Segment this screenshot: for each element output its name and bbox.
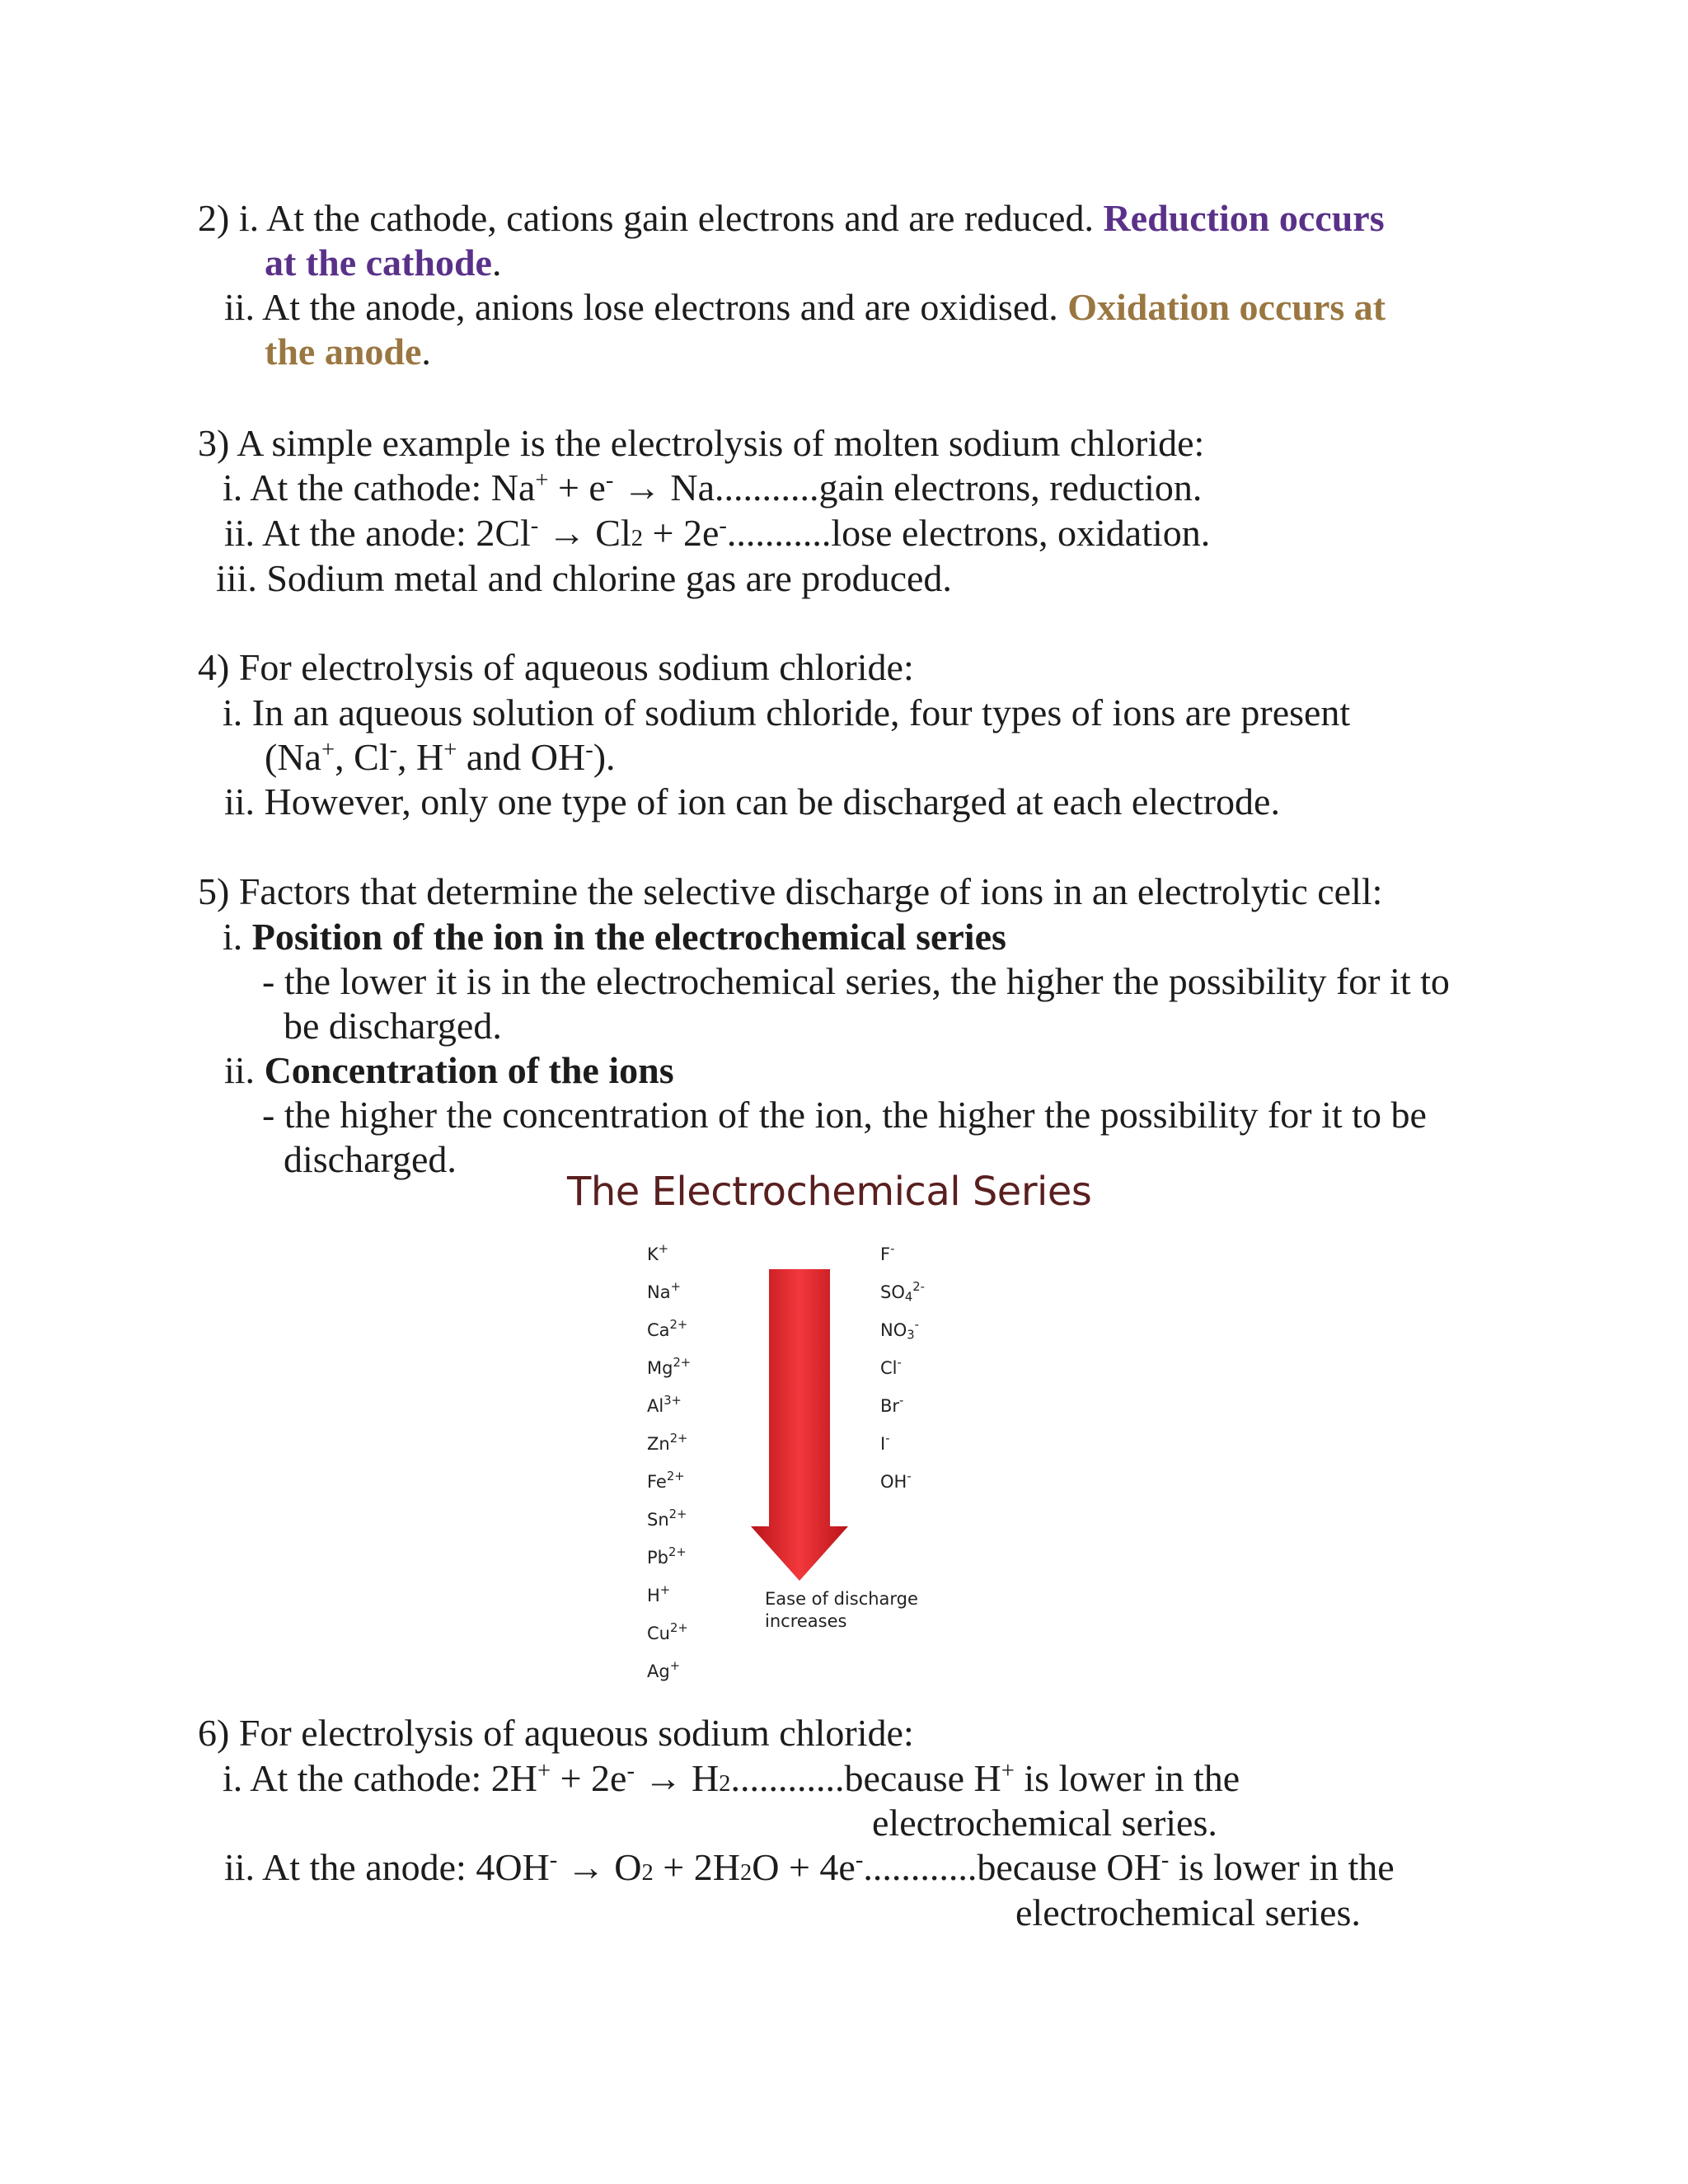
s3-intro: 3) A simple example is the electrolysis of molten sodium chloride: [198, 422, 1205, 464]
s2-item-i-line1: 2) i. At the cathode, cations gain electrons and are reduced. Reduction occurs [198, 197, 1385, 239]
ion-na: Na+ [647, 1280, 681, 1302]
ion-sn: $Sn^{2+}$ [647, 1507, 687, 1530]
ion-k: K+ [647, 1242, 669, 1264]
ion-oh: OH- [880, 1469, 912, 1492]
ion-mg: $Mg^{2+}$ [647, 1356, 692, 1378]
s3-item-ii: ii. At the anode: 2Cl- → Cl2 + 2e-...........lose electrons, oxidation. [224, 512, 1211, 554]
s3-item-iii: iii. Sodium metal and chlorine gas are produced. [216, 557, 952, 599]
s2-item-i-line2: at the cathode. [265, 241, 502, 284]
s6-item-ii: ii. At the anode: 4OH- → O2 + 2H2O + 4e-............because OH- is lower in the [224, 1846, 1395, 1888]
ion-zn: $Zn^{2+}$ [647, 1432, 688, 1454]
s5-item-ii-desc1: - the higher the concentration of the ion, the higher the possibility for it to be [262, 1094, 1427, 1136]
ion-al: $Al^{3+}$ [647, 1394, 682, 1416]
ion-f: F- [880, 1242, 895, 1264]
arrow-caption [765, 1588, 918, 1633]
s5-intro: 5) Factors that determine the selective discharge of ions in an electrolytic cell: [198, 870, 1383, 912]
s6-item-ii-cont: electrochemical series. [1015, 1891, 1361, 1933]
s5-item-i-desc2: be discharged. [284, 1005, 502, 1047]
ion-br: Br- [880, 1394, 904, 1416]
oxidation-highlight: Oxidation occurs at [1067, 286, 1386, 328]
s6-item-i: i. At the cathode: 2H+ + 2e- → H2............because H+ is lower in the [223, 1757, 1240, 1799]
ion-ca: $Ca^{2+}$ [647, 1318, 688, 1340]
s4-item-i-line2: (Na+, Cl-, H+ and OH-). [265, 736, 616, 778]
s6-intro: 6) For electrolysis of aqueous sodium chloride: [198, 1712, 914, 1754]
s4-intro: 4) For electrolysis of aqueous sodium chloride: [198, 646, 914, 688]
ion-cl: Cl- [880, 1356, 902, 1378]
arrow-caption-line1: Ease of discharge [765, 1589, 918, 1609]
s2-item-ii-line2: the anode. [265, 330, 431, 373]
s4-item-i-line1: i. In an aqueous solution of sodium chloride, four types of ions are present [223, 691, 1351, 733]
ion-so: $SO_4^{2-}$ [880, 1280, 925, 1305]
s2-item-ii-line1: ii. At the anode, anions lose electrons and are oxidised. Oxidation occurs at [224, 286, 1386, 328]
s5-item-ii-desc2: discharged. [284, 1138, 457, 1180]
figure-title: The Electrochemical Series [567, 1169, 1092, 1215]
ion-cu: $Cu^{2+}$ [647, 1621, 688, 1643]
down-arrow-icon [751, 1269, 848, 1581]
arrow-caption-line2: increases [765, 1611, 847, 1631]
s3-item-i: i. At the cathode: Na+ + e- → Na...........gain electrons, reduction. [223, 466, 1203, 509]
ion-fe: $Fe^{2+}$ [647, 1469, 685, 1492]
reduction-highlight: Reduction occurs [1103, 197, 1385, 239]
ion-ag: Ag+ [647, 1659, 681, 1681]
s5-item-i-desc1: - the lower it is in the electrochemical series, the higher the possibility for it to [262, 960, 1450, 1002]
ion-i: I- [880, 1432, 890, 1454]
ion-pb: $Pb^{2+}$ [647, 1545, 687, 1568]
anode-highlight: the anode [265, 330, 422, 373]
s5-item-i: i. Position of the ion in the electrochemical series [223, 916, 1006, 958]
cathode-highlight: at the cathode [265, 241, 492, 284]
ion-h: H+ [647, 1583, 671, 1605]
s5-item-ii: ii. Concentration of the ions [224, 1049, 674, 1091]
ion-no: $NO_3^-$ [880, 1318, 919, 1343]
s4-item-ii: ii. However, only one type of ion can be discharged at each electrode. [224, 780, 1280, 823]
s6-item-i-cont: electrochemical series. [872, 1802, 1217, 1844]
